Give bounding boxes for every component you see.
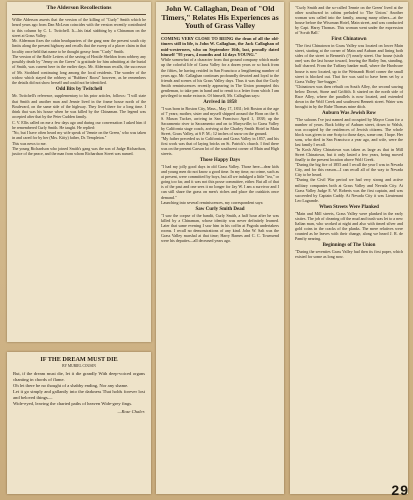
paragraph: This was news to me. — [12, 140, 47, 146]
subheading: Arrived in 1858 — [203, 99, 237, 105]
page-number: 29 — [391, 482, 409, 498]
clipping-continuation — [290, 2, 408, 494]
poem-stanza: Oh let there be no thought of a shabby ending, Nor any shame. — [13, 383, 129, 388]
paragraph: "During the big fire of 1855 and I recall the year I was in Nevada City, and for this reason—I can recall all of the way to Nevada City to be heard. — [295, 162, 403, 178]
subheading: Odd Bits by Twitchell — [55, 87, 103, 93]
paragraph: C. V. Ellis called on me a few days ago and during our conversation I asked him if he remembered Curly Smith. He taught. He replied: — [12, 119, 146, 130]
poem-byline: BY MURIEL COUSIN — [62, 364, 96, 368]
poem-stanza: Let it go simply and gallantly into the darkness That holds forever lost and beloved things— — [13, 389, 145, 400]
clipping-headline: The Alderson Recollections — [46, 5, 112, 11]
paragraph: Launching into several reminiscences, my correspondent says: — [161, 199, 264, 205]
paragraph: "My father preceded us to California and Grass Valley in 1857, and his first work was that of laying bricks on St. Patrick's church. I find there was on the present Carson lot of the southwest corner of Main and High streets. — [161, 136, 279, 157]
paragraph: Willie Alderson asserts that the version of the killing of "Curly" Smith which he heard years ago from Dan McLean coincides with the version recently contributed to this column by C. L. Twitchell. It—his fatal stabbing by a Chinaman on the street at Grass Valley. — [12, 17, 146, 38]
paragraph: "During the seventies Grass Valley had then its first paper, which existed for some as long now. — [295, 248, 403, 260]
paragraph: "I had my jolly good days in old Grass Valley. Those here—dear kids and young men do not know a good time. In my time, no crime, such as at present, were committed by boys, but all we indulged a little "tea," or going too far, and it was not this posse committee, either. But all of that is of the past and one sees it no longer for Jay W. I am a survivor and I can still share the grass on men's riches and place the outskirts once demand." — [161, 164, 279, 200]
subheading: First Chinatown — [331, 37, 367, 43]
paragraph: "The saloons I've just named and occupied by Mayor Coan for a number of years. Back lobby of Auburn street, down to Walsh, was occupied by the residences of Jewish citizens. The whole block was given to one Scrip to those days, some one, I hope. Her sons, who died in San Francisco a year ago, and wife, were the last family I recall. — [295, 116, 404, 148]
clipping-poem — [7, 352, 151, 494]
paragraph: Mr. Twitchell's reference, supplementary to his prior articles, follows: "I will state that Smith and another man and Jennie lived in the frame house north of the Boulevard, on the same side of the highway. They lived there for a long time. I think that was his house when he was killed by the Chinaman. The legend was accepted after that by the Peter Cudden family. — [12, 93, 146, 120]
poem-stanza: But, if the dream must die, let it die grandly With deep-voiced organs chanting in chords of flame. — [13, 371, 145, 382]
poem-stanza: Wide-eyed, leaving the charted paths of heaven Wide-grey fings. — [13, 401, 133, 406]
divider — [161, 33, 279, 34]
lead-paragraph: COMING VERY CLOSE TO BEING the dean of all the old-timers still in life, is John W. Callaghan, the Jack Callaghan of mid-westerners, who on September 16th, last, proudly dated himself "95 years, 4 months and 14 days YOUNG." — [161, 35, 279, 57]
paragraph: The young Richardson who joined Smith's gang was the son of Judge Richardson, justice of the peace, and the man from whom Richardson Street was named. — [12, 145, 146, 156]
poem-title: IF THE DREAM MUST DIE — [40, 356, 118, 363]
subheading: Those Happy Days — [199, 158, 241, 164]
subheading: Beginnings of The Union — [322, 242, 376, 248]
divider — [12, 14, 146, 15]
paragraph: "During the Civil War period we had very strong and active military companies both at Grass Valley and Nevada City. At Grass Valley Judge E. W. Roberts was the first captain, and was succeeded by Captain Caddy. At Nevada City it was Lieutenant Leo Lagrande. — [295, 177, 403, 203]
paragraph: "No, but I have often heard my wife speak of 'Jennie on the Green,' who was taken in and cared for by her (Mrs. Kitty) father, Dr. Templeton." — [12, 130, 146, 141]
paragraph: "The first Chinatown in Grass Valley was located on lower Main street, starting at the corner of Main and Auburn and lining both sides of the street to Bennett's (?) nearly street. Our house (sixth one) was the last house toward, leaving the Bailey Inn, standing, half charred. From the Tuffany banker mall, where the Hardware house is now located, up to the Weinandt Hotel corner the small street is blocked out. That fire was said to have been set by a Grass Valley 'fire-bugger.' — [295, 43, 403, 84]
paragraph: "Curly Smith and the so-called 'Jennie on the Green' lived at the other southward in cabins preluded to 'The Union.' Another woman was called into the family, among many others—at the house before the Wiscman Hotel, Main street, and was conducted by Capt. Harry Thomas. This woman went under the expression of 'Scrub Ball.' — [295, 5, 403, 36]
paragraph: Mr. Alderman fixes the cabin headquarters of the gang near the present south city limits along the present highway and recalls that the sweep of a placer claim in that locality once held that name to be thought greasy from "Curly" Smith. — [12, 38, 146, 54]
paragraph: "Chinatown was then rebuilt on South Alley, the second sawing below Dorset, Stone and Griffith. It started on the north side of Race Alley, where the parallels is now located, and extended down in the Wolf Creek and southwest Bennett street. Water was brought in by the Rube Thomas mine ditch. — [295, 83, 403, 109]
paragraph: "Main and Mill streets, Grass Valley were planked in the early sixties. The job of cleaning off the mud and trash was let to a new Italian man, who worked at night and also with timed silver and gold coins in the cracks of the planks. The mere relatives were counted as he leaves with their change, along we heard J. R. de Pamfiy nearing. — [295, 210, 403, 241]
clipping-alderson-recollections — [7, 2, 151, 342]
poem-signature: —Rose Chaler. — [117, 409, 145, 414]
paragraph: "I was born in Boston City, Mass., May 17, 1831; left Boston at the age of 7 years; mother, sister and myself shipped around the Horn on the S. S. Mason Tucker, arriving in San Francisco April 1, 1838; up the Sacramento river to Sacramento and on to Marysville; to Grass Valley by California stage coach, arriving at the Charley Smith Hotel in Main Street, Grass Valley, at 6 P. M.; 12 inches of snow on the ground. — [161, 105, 279, 137]
clipping-callaghan — [156, 2, 284, 494]
paragraph: The version of the Rolfe Letters of the saving of Hostile Sheldon from robbery any possibly death by "Jenny on the Green" is gratitude for him admitting at the burial of Smith, was current here in the earlier days. Mr. Alderman recalls, the successor of Mr. Stoddard continuing long among the local residents. The wonder of the widow which stayed the robbery at "Rubbers' Roost" however, as he remembers the details did not show herself and could not be identified. — [12, 53, 146, 85]
subheading: When Streets Were Planked — [319, 204, 379, 210]
clipping-headline: John W. Callaghan, Dean of "Old Timers," Relates His Experiences as Youth of Grass Valley — [161, 4, 279, 31]
subheading: Auburn Was Jewish Row — [322, 110, 376, 116]
paragraph: While somewhat of a character from that ground company which made up the colorful life of Grass Valley for a dozen years or so back from the fifties, he having resided in San Francisco a lengthening number of years ago. Mr. Callaghan continues profoundly devoted and loyal to the friends and scenes of his Grass Valley days. Thus it was that the Curly Smith reminiscences recently appearing in The Union prompted this gentleman, to take pen in hand and to remit to a letter from which I am privileged to make extracts. Of himself, Mr. Callaghan says: — [161, 57, 279, 98]
subheading: Saw Curly Smith Dead — [195, 206, 245, 212]
paragraph: "In Kosh Alley Chinatown was taken as large as that in Mill Street Chinatown, but it only lasted a few years, being moved finally to the present location above Wolf Creek. — [295, 147, 403, 163]
paragraph: "I saw the corpse of the bandit, Curly Smith, a half hour after he was killed by a Chinaman, whose identity was never definitely learned. Later that same evening I saw him in his coffin at Pagoda undertakers rooms. I recall no demonstrations of any kind. John W. Salt was the Grass Valley marshal at that time; Harry Barnes and C. C. Townsend were his deputies—all deceased years ago. — [161, 212, 279, 243]
